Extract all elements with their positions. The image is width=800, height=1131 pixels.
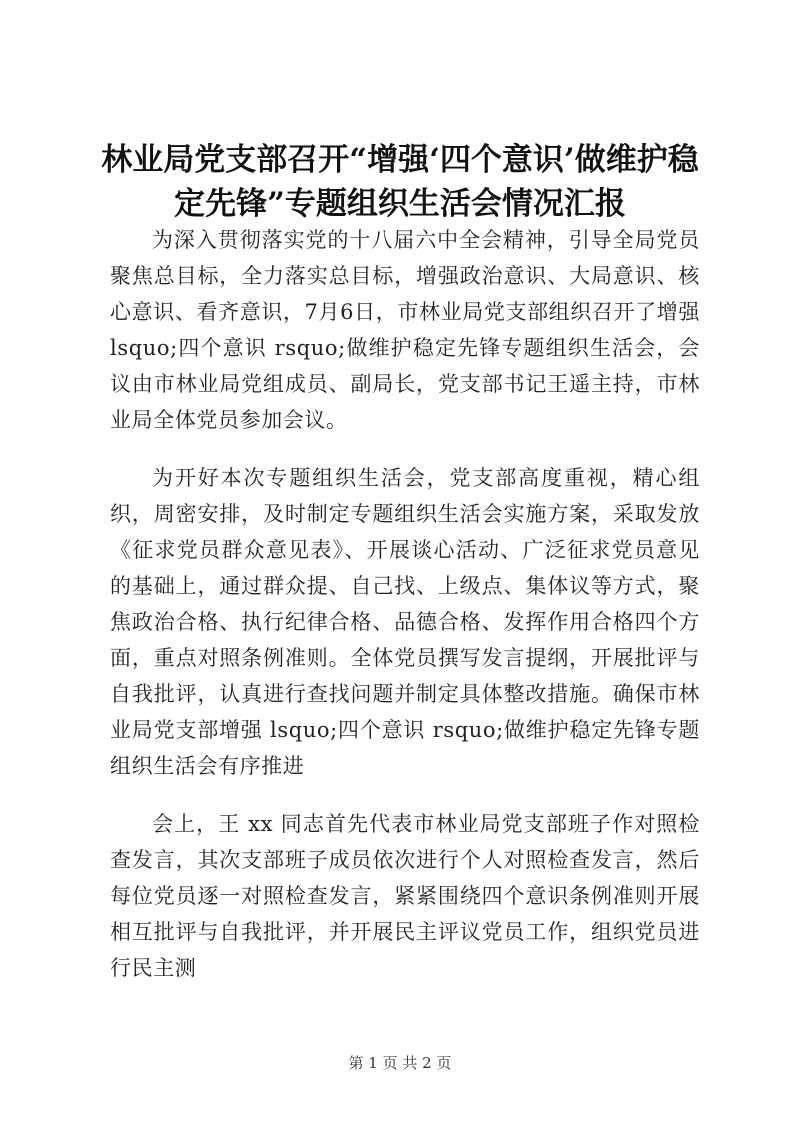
page-number-footer: 第 1 页 共 2 页 — [348, 1054, 452, 1072]
paragraph-2: 为开好本次专题组织生活会，党支部高度重视，精心组织，周密安排，及时制定专题组织生活会实施方案，采取发放《征求党员群众意见表》、开展谈心活动、广泛征求党员意见的基础上，通过群众提、自己找、上级点、集体议等方式，聚焦政治合格、执行纪律合格、品德合格、发挥作用合格四个方面，重点对照条例准则。全体党员撰写发言提纲，开展批评与自我批评，认真进行查找问题并制定具体整改措施。确保市林业局党支部增强 lsquo;四个意识 rsquo;做维护稳定先锋专题组织生活会有序推进 — [110, 466, 700, 778]
paragraph-1: 为深入贯彻落实党的十八届六中全会精神，引导全局党员聚焦总目标，全力落实总目标，增强政治意识、大局意识、核心意识、看齐意识，7月6日，市林业局党支部组织召开了增强 lsquo;四个意识 rsquo;做维护稳定先锋专题组织生活会，会议由市林业局党组成员、副局长，党支部书记王遥主持，市林业局全体党员参加会议。 — [110, 228, 700, 432]
document-title: 林业局党支部召开“增强‘四个意识’做维护稳定先锋”专题组织生活会情况汇报 — [101, 142, 699, 222]
document-body — [110, 222, 700, 1008]
paragraph-3: 会上，王 xx 同志首先代表市林业局党支部班子作对照检查发言，其次支部班子成员依次进行个人对照检查发言，然后每位党员逐一对照检查发言，紧紧围绕四个意识条例准则开展相互批评与自我批评，并开展民主评议党员工作，组织党员进行民主测 — [110, 812, 700, 980]
